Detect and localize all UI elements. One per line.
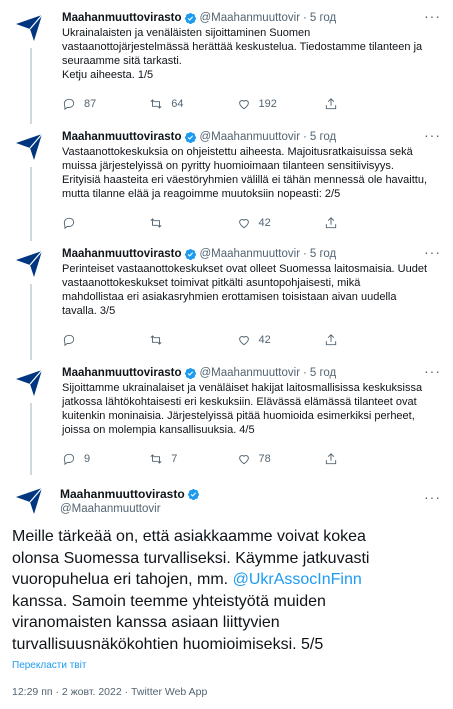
like-count: 42 bbox=[258, 334, 271, 346]
tweet-text-line: Ketju aiheesta. 1/5 bbox=[62, 69, 154, 81]
tweet-text-line: joissa on molempia kansallisuuksia. 4/5 bbox=[62, 424, 255, 436]
migri-logo-icon bbox=[12, 10, 50, 48]
tweet-time[interactable]: 5 год bbox=[309, 131, 337, 143]
tweet-text-line: mahdollistaa eri asiakasryhmien erottamisen toisistaan aivan uudella bbox=[62, 291, 397, 303]
tweet-header bbox=[62, 10, 441, 26]
author-name[interactable]: Maahanmuuttovirasto bbox=[60, 487, 185, 501]
author-block bbox=[60, 487, 203, 517]
author-name[interactable]: Maahanmuuttovirasto bbox=[62, 367, 182, 379]
thread-connector-line bbox=[30, 48, 32, 124]
main-text-line: turvallisuusnäkökohtien huomioimiseksi. 5/5 bbox=[12, 635, 324, 653]
avatar[interactable] bbox=[12, 129, 50, 167]
tweet-text-line: jatkossa lähtökohtaisesti eri keskuksiin. Elävässä elämässä tilanteet ovat bbox=[62, 396, 417, 408]
ellipsis-icon[interactable]: ··· bbox=[424, 489, 441, 505]
reply-icon bbox=[62, 216, 76, 230]
like-button[interactable] bbox=[237, 451, 324, 467]
tweet-text-line: tavalla. 3/5 bbox=[62, 305, 116, 317]
retweet-button[interactable] bbox=[149, 451, 236, 467]
main-text-line: Meille tärkeää on, että asiakkaamme voivat kokea bbox=[12, 528, 366, 545]
verified-badge-icon bbox=[184, 131, 197, 144]
tweet-content bbox=[62, 129, 441, 239]
tweet-time[interactable]: 5 год bbox=[309, 367, 337, 379]
share-button[interactable] bbox=[324, 451, 411, 467]
tweet-time[interactable]: 5 год bbox=[309, 12, 337, 24]
tweet-text-line: Perinteiset vastaanottokeskukset ovat olleet Suomessa laitosmaisia. Uudet bbox=[62, 263, 428, 275]
heart-icon bbox=[237, 452, 251, 466]
author-handle[interactable]: @Maahanmuuttovir bbox=[199, 248, 301, 260]
reply-icon bbox=[62, 97, 76, 111]
tweet-text-line: Ukrainalaisten ja venäläisten sijoittaminen Suomen bbox=[62, 27, 311, 39]
share-icon bbox=[324, 333, 338, 347]
migri-logo-icon bbox=[12, 365, 50, 403]
reply-count: 9 bbox=[84, 453, 91, 465]
tweet-text-line: Sijoittamme ukrainalaiset ja venäläiset hakijat laitosmallisissa keskuksissa bbox=[62, 382, 423, 394]
avatar[interactable] bbox=[12, 483, 50, 521]
share-button[interactable] bbox=[324, 96, 411, 112]
reply-button[interactable] bbox=[62, 96, 149, 112]
author-handle[interactable]: @Maahanmuuttovir bbox=[199, 131, 301, 143]
retweet-button[interactable] bbox=[149, 96, 236, 112]
tweet-actions bbox=[62, 96, 411, 112]
separator-dot: · bbox=[303, 248, 307, 260]
tweet-text-line: seuraamme sitä tarkasti. bbox=[62, 55, 182, 67]
tweet-text bbox=[62, 26, 441, 82]
share-icon bbox=[324, 452, 338, 466]
thread-connector-line bbox=[30, 403, 32, 475]
migri-logo-icon bbox=[12, 246, 50, 284]
tweet-actions bbox=[62, 451, 411, 467]
tweet-text-line: vastaanottojärjestelmässä herättää keskustelua. Tiedostamme tilanteen ja bbox=[62, 41, 423, 53]
main-text-line-with-mention bbox=[12, 569, 442, 591]
thread-tweet[interactable] bbox=[0, 365, 453, 475]
avatar[interactable] bbox=[12, 246, 50, 284]
ellipsis-icon[interactable]: ··· bbox=[424, 127, 441, 143]
tweet-text-line: Erityisiä haasteita eri väestöryhmien välillä ei tähän mennessä ole havaittu, bbox=[62, 174, 428, 186]
verified-badge-icon bbox=[184, 248, 197, 261]
reply-icon bbox=[62, 452, 76, 466]
tweet-text-line: muissa järjestelyissä on pyritty huomioimaan tilanteen sensitiivisyys. bbox=[62, 160, 394, 172]
tweet-text-line: mutta tilanne elää ja reagoimme muutoksiin nopeasti: 2/5 bbox=[62, 188, 341, 200]
author-handle[interactable]: @Maahanmuuttovir bbox=[199, 12, 301, 24]
tweet-actions bbox=[62, 215, 411, 231]
author-name[interactable]: Maahanmuuttovirasto bbox=[62, 248, 182, 260]
main-text-line: kanssa. Samoin teemme yhteistyötä muiden bbox=[12, 592, 326, 610]
retweet-button[interactable] bbox=[149, 215, 236, 231]
share-button[interactable] bbox=[324, 215, 411, 231]
like-count: 78 bbox=[258, 453, 271, 465]
translate-tweet-link[interactable]: Перекласти твіт bbox=[12, 660, 87, 671]
tweet-header bbox=[62, 246, 441, 262]
migri-logo-icon bbox=[12, 129, 50, 167]
thread-connector-line bbox=[30, 167, 32, 241]
migri-logo-icon bbox=[12, 483, 50, 521]
like-button[interactable] bbox=[237, 332, 324, 348]
thread-connector-line bbox=[30, 284, 32, 360]
tweet-header bbox=[62, 365, 441, 381]
retweet-icon bbox=[149, 452, 163, 466]
author-name-row bbox=[60, 487, 203, 502]
main-text-fragment: vuoropuhelua eri tahojen, mm. bbox=[12, 571, 233, 588]
retweet-icon bbox=[149, 97, 163, 111]
tweet-time[interactable]: 5 год bbox=[309, 248, 337, 260]
reply-count: 87 bbox=[84, 98, 97, 110]
heart-icon bbox=[237, 97, 251, 111]
thread-tweet[interactable] bbox=[0, 10, 453, 120]
tweet-actions bbox=[62, 332, 411, 348]
author-handle[interactable]: @Maahanmuuttovir bbox=[60, 503, 161, 515]
ellipsis-icon[interactable]: ··· bbox=[424, 244, 441, 260]
heart-icon bbox=[237, 333, 251, 347]
retweet-icon bbox=[149, 333, 163, 347]
like-button[interactable] bbox=[237, 96, 324, 112]
verified-badge-icon bbox=[184, 12, 197, 25]
tweet-text bbox=[62, 381, 441, 437]
main-text-line: olonsa Suomessa turvalliseksi. Käymme jatkuvasti bbox=[12, 549, 370, 567]
thread-tweet[interactable] bbox=[0, 129, 453, 239]
verified-badge-icon bbox=[184, 367, 197, 380]
main-text-line: viranomaisten kanssa asiaan liittyvien bbox=[12, 614, 280, 631]
heart-icon bbox=[237, 216, 251, 230]
tweet-text-line: kuitenkin moninaisia. Järjestelyissä pitää huomioida esimerkiksi perheet, bbox=[62, 410, 415, 422]
tweet-text bbox=[62, 145, 441, 201]
reply-button[interactable] bbox=[62, 332, 149, 348]
retweet-button[interactable] bbox=[149, 332, 236, 348]
retweet-icon bbox=[149, 216, 163, 230]
ellipsis-icon[interactable]: ··· bbox=[424, 363, 441, 379]
reply-button[interactable] bbox=[62, 451, 149, 467]
author-name[interactable]: Maahanmuuttovirasto bbox=[62, 12, 182, 24]
like-count: 42 bbox=[258, 217, 271, 229]
tweet-content bbox=[62, 365, 441, 475]
avatar[interactable] bbox=[12, 10, 50, 48]
avatar[interactable] bbox=[12, 365, 50, 403]
tweet-content bbox=[62, 10, 441, 120]
tweet-header bbox=[62, 129, 441, 145]
tweet-meta[interactable]: 12:29 пп · 2 жовт. 2022 · Twitter Web App bbox=[12, 686, 208, 698]
share-icon bbox=[324, 216, 338, 230]
retweet-count: 7 bbox=[171, 453, 178, 465]
main-tweet-header bbox=[0, 483, 453, 523]
tweet-content bbox=[62, 246, 441, 356]
share-button[interactable] bbox=[324, 332, 411, 348]
ellipsis-icon[interactable]: ··· bbox=[424, 8, 441, 24]
retweet-count: 64 bbox=[171, 98, 184, 110]
tweet-text-line: vastaanottokeskukset toimivat pitkälti asuntopohjaisesti, mikä bbox=[62, 277, 361, 289]
separator-dot: · bbox=[303, 367, 307, 379]
separator-dot: · bbox=[303, 131, 307, 143]
separator-dot: · bbox=[303, 12, 307, 24]
tweet-text bbox=[62, 262, 441, 318]
tweet-text-line: Vastaanottokeskuksia on ohjeistettu aiheesta. Majoitusratkaisuissa sekä bbox=[62, 146, 413, 158]
like-count: 192 bbox=[258, 98, 277, 110]
share-icon bbox=[324, 97, 338, 111]
mention-link[interactable]: @UkrAssocInFinn bbox=[232, 571, 362, 588]
author-name[interactable]: Maahanmuuttovirasto bbox=[62, 131, 182, 143]
reply-button[interactable] bbox=[62, 215, 149, 231]
like-button[interactable] bbox=[237, 215, 324, 231]
verified-badge-icon bbox=[187, 488, 200, 501]
reply-icon bbox=[62, 333, 76, 347]
thread-tweet[interactable] bbox=[0, 246, 453, 356]
main-tweet-text bbox=[12, 526, 442, 655]
author-handle[interactable]: @Maahanmuuttovir bbox=[199, 367, 301, 379]
